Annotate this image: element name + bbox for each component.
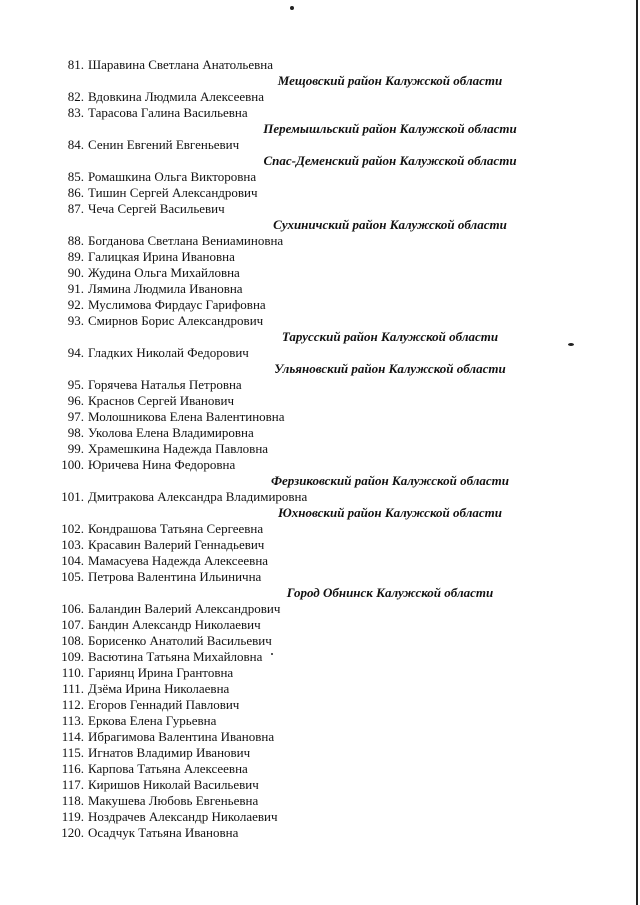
list-item (50, 233, 590, 249)
person-name: Борисенко Анатолий Васильевич (88, 633, 272, 648)
list-item (50, 265, 590, 281)
item-number: 117. (61, 777, 84, 792)
list-item (50, 137, 590, 153)
list-item (50, 297, 590, 313)
list-item (50, 601, 590, 617)
person-name: Ибрагимова Валентина Ивановна (88, 729, 275, 744)
person-name: Юричева Нина Федоровна (88, 457, 236, 472)
list-item (50, 537, 590, 553)
item-number: 104. (61, 553, 84, 568)
item-number: 110. (61, 665, 84, 680)
person-name: Горячева Наталья Петровна (88, 377, 242, 392)
list-item (50, 521, 590, 537)
person-name: Ноздрачев Александр Николаевич (88, 809, 278, 824)
item-number: 92. (67, 297, 84, 312)
item-number: 115. (61, 745, 84, 760)
person-name: Васютина Татьяна Михайловна (88, 649, 263, 664)
list-item (50, 377, 590, 393)
person-name: Храмешкина Надежда Павловна (88, 441, 269, 456)
item-number: 114. (61, 729, 84, 744)
scan-speck (290, 6, 294, 10)
page-edge-line (636, 0, 638, 905)
person-name: Галицкая Ирина Ивановна (88, 249, 235, 264)
item-number: 105. (61, 569, 84, 584)
list-item (50, 761, 590, 777)
person-name: Егоров Геннадий Павлович (88, 697, 240, 712)
district-heading: Сухиничский район Калужской области (273, 217, 507, 232)
person-name: Баландин Валерий Александрович (88, 601, 281, 616)
person-name: Смирнов Борис Александрович (88, 313, 264, 328)
person-name: Молошникова Елена Валентиновна (88, 409, 285, 424)
item-number: 94. (67, 345, 84, 360)
list-item (50, 489, 590, 505)
list-item (50, 777, 590, 793)
item-number: 87. (67, 201, 84, 216)
person-name: Мамасуева Надежда Алексеевна (88, 553, 269, 568)
item-number: 111. (62, 681, 84, 696)
item-number: 107. (61, 617, 84, 632)
list-item (50, 57, 590, 73)
person-name: Петрова Валентина Ильинична (88, 569, 262, 584)
person-name: Кондрашова Татьяна Сергеевна (88, 521, 264, 536)
list-item (50, 745, 590, 761)
item-number: 98. (67, 425, 84, 440)
person-name: Богданова Светлана Вениаминовна (88, 233, 284, 248)
person-name: Дмитракова Александра Владимировна (88, 489, 308, 504)
item-number: 120. (61, 825, 84, 840)
person-name: Игнатов Владимир Иванович (88, 745, 251, 760)
item-number: 88. (67, 233, 84, 248)
person-name: Гариянц Ирина Грантовна (88, 665, 234, 680)
item-number: 112. (61, 697, 84, 712)
item-number: 99. (67, 441, 84, 456)
item-number: 113. (61, 713, 84, 728)
item-number: 101. (61, 489, 84, 504)
item-number: 108. (61, 633, 84, 648)
list-item (50, 809, 590, 825)
district-heading: Тарусский район Калужской области (281, 329, 499, 344)
item-number: 119. (61, 809, 84, 824)
district-heading: Мещовский район Калужской области (277, 73, 503, 88)
list-item (50, 249, 590, 265)
list-item (50, 185, 590, 201)
item-number: 84. (67, 137, 84, 152)
item-number: 97. (67, 409, 84, 424)
list-item (50, 633, 590, 649)
list-item (50, 553, 590, 569)
item-number: 90. (67, 265, 84, 280)
item-number: 96. (67, 393, 84, 408)
list-item (50, 169, 590, 185)
item-number: 85. (67, 169, 84, 184)
list-item (50, 681, 590, 697)
list-item (50, 105, 590, 121)
person-name: Дзёма Ирина Николаевна (88, 681, 230, 696)
person-name: Ромашкина Ольга Викторовна (88, 169, 257, 184)
district-heading: Ферзиковский район Калужской области (270, 473, 510, 488)
person-name: Сенин Евгений Евгеньевич (88, 137, 240, 152)
person-name: Краснов Сергей Иванович (88, 393, 235, 408)
item-number: 100. (61, 457, 84, 472)
item-number: 109. (61, 649, 84, 664)
person-name: Чеча Сергей Васильевич (88, 201, 225, 216)
person-name: Карпова Татьяна Алексеевна (88, 761, 248, 776)
item-number: 89. (67, 249, 84, 264)
person-name: Тарасова Галина Васильевна (88, 105, 248, 120)
list-item (50, 793, 590, 809)
item-number: 116. (61, 761, 84, 776)
list-item (50, 425, 590, 441)
list-item (50, 825, 590, 841)
item-number: 95. (67, 377, 84, 392)
list-item (50, 201, 590, 217)
list-item (50, 665, 590, 681)
district-heading: Город Обнинск Калужской области (286, 585, 494, 600)
person-name: Муслимова Фирдаус Гарифовна (88, 297, 266, 312)
item-number: 93. (67, 313, 84, 328)
person-name: Киришов Николай Васильевич (88, 777, 259, 792)
district-heading: Ульяновский район Калужской области (274, 361, 506, 376)
person-name: Жудина Ольга Михайловна (88, 265, 240, 280)
person-name: Вдовкина Людмила Алексеевна (88, 89, 264, 104)
item-number: 103. (61, 537, 84, 552)
list-item (50, 281, 590, 297)
list-item (50, 713, 590, 729)
person-name: Тишин Сергей Александрович (88, 185, 258, 200)
list-item (50, 313, 590, 329)
list-item (50, 393, 590, 409)
district-heading: Юхновский район Калужской области (278, 505, 502, 520)
person-name: Уколова Елена Владимировна (88, 425, 254, 440)
list-item (50, 345, 590, 361)
list-item (50, 89, 590, 105)
person-name: Осадчук Татьяна Ивановна (88, 825, 239, 840)
list-item (50, 649, 590, 665)
district-heading: Спас-Деменский район Калужской области (263, 153, 517, 168)
list-item (50, 457, 590, 473)
list-item (50, 617, 590, 633)
list-item (50, 729, 590, 745)
list-item (50, 409, 590, 425)
person-name: Шаравина Светлана Анатольевна (88, 57, 273, 72)
person-name: Гладких Николай Федорович (88, 345, 249, 360)
person-name: Лямина Людмила Ивановна (88, 281, 243, 296)
person-name: Бандин Александр Николаевич (88, 617, 261, 632)
person-name: Красавин Валерий Геннадьевич (88, 537, 265, 552)
item-number: 81. (67, 57, 84, 72)
name-list (50, 57, 590, 841)
item-number: 83. (67, 105, 84, 120)
item-number: 86. (67, 185, 84, 200)
item-number: 106. (61, 601, 84, 616)
list-item (50, 569, 590, 585)
list-item (50, 697, 590, 713)
item-number: 82. (67, 89, 84, 104)
item-number: 118. (61, 793, 84, 808)
person-name: Макушева Любовь Евгеньевна (88, 793, 259, 808)
person-name: Еркова Елена Гурьевна (88, 713, 217, 728)
item-number: 91. (67, 281, 84, 296)
list-item (50, 441, 590, 457)
district-heading: Перемышльский район Калужской области (263, 121, 517, 136)
item-number: 102. (61, 521, 84, 536)
